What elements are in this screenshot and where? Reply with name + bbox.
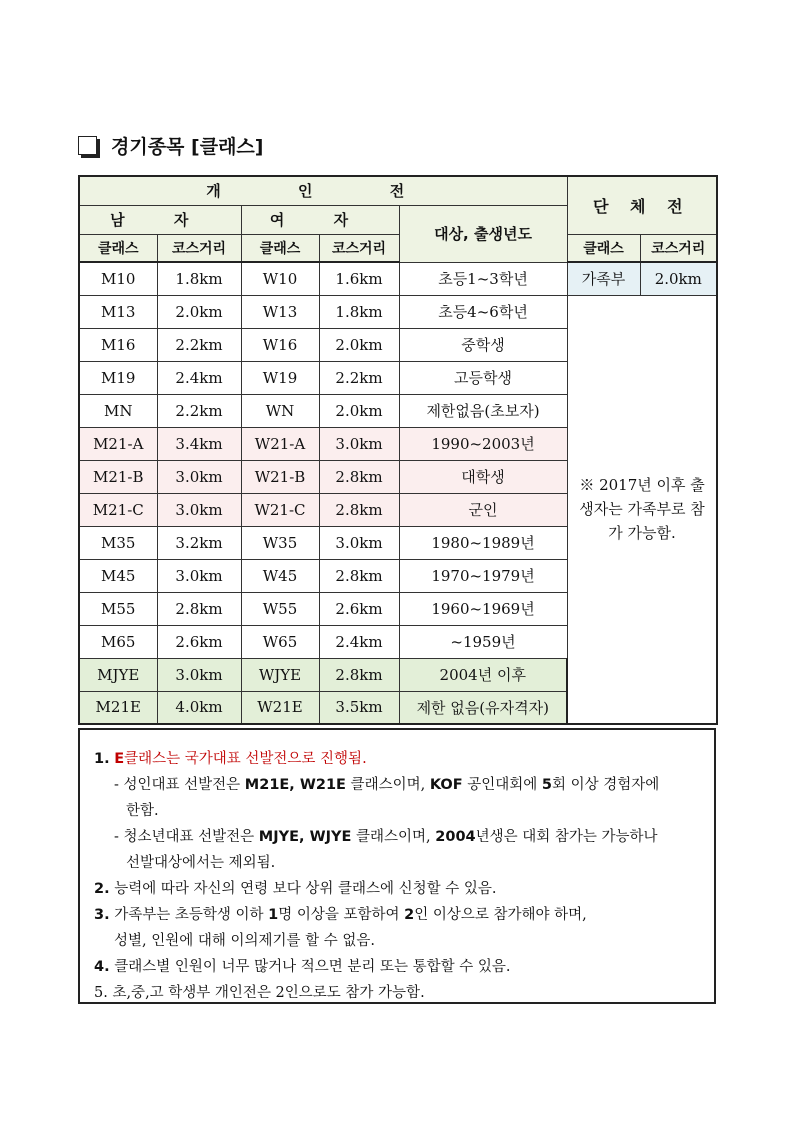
- team-class-header: 클래스: [567, 234, 640, 262]
- male-class-cell: M21-B: [79, 460, 157, 493]
- female-distance-cell: 2.6km: [319, 592, 399, 625]
- male-class-cell: MN: [79, 394, 157, 427]
- male-class-cell: M21E: [79, 691, 157, 724]
- target-cell: 1990~2003년: [399, 427, 567, 460]
- male-distance-cell: 1.8km: [157, 262, 241, 295]
- note-3: [94, 902, 700, 928]
- note-number: 3.: [94, 907, 110, 923]
- female-class-cell: W21-C: [241, 493, 319, 526]
- individual-header: 개 인 전: [79, 176, 567, 205]
- male-distance-cell: 2.4km: [157, 361, 241, 394]
- target-cell: 중학생: [399, 328, 567, 361]
- w-class-header: 클래스: [241, 234, 319, 262]
- female-distance-cell: 3.0km: [319, 526, 399, 559]
- checkbox-icon: [78, 136, 97, 155]
- note-1: [94, 746, 700, 772]
- male-distance-cell: 3.2km: [157, 526, 241, 559]
- note-text: 능력에 따라 자신의 연령 보다 상위 클래스에 신청할 수 있음.: [109, 881, 497, 897]
- table-row: [79, 295, 717, 328]
- team-header: 단 체 전: [567, 176, 717, 234]
- note-1b: [94, 824, 700, 850]
- target-cell: 제한 없음(유자격자): [399, 691, 567, 724]
- male-distance-cell: 2.6km: [157, 625, 241, 658]
- table-row: [79, 262, 717, 295]
- male-distance-cell: 2.8km: [157, 592, 241, 625]
- male-class-cell: M45: [79, 559, 157, 592]
- note-text: 인 이상으로 참가해야 하며,: [414, 907, 587, 923]
- male-class-cell: M19: [79, 361, 157, 394]
- female-class-cell: W45: [241, 559, 319, 592]
- note-text: 클래스별 인원이 너무 많거나 적으면 분리 또는 통합할 수 있음.: [109, 959, 511, 975]
- male-class-cell: M35: [79, 526, 157, 559]
- female-class-cell: W35: [241, 526, 319, 559]
- section-title: [78, 130, 263, 160]
- female-class-cell: W19: [241, 361, 319, 394]
- target-cell: 1980~1989년: [399, 526, 567, 559]
- target-cell: 초등4~6학년: [399, 295, 567, 328]
- female-distance-cell: 2.8km: [319, 493, 399, 526]
- note-number: 2.: [94, 881, 110, 897]
- team-dist-header: 코스거리: [640, 234, 717, 262]
- female-class-cell: W65: [241, 625, 319, 658]
- team-note: ※ 2017년 이후 출생자는 가족부로 참가 가능함.: [567, 295, 717, 724]
- class-table: [78, 175, 718, 725]
- male-distance-cell: 2.2km: [157, 328, 241, 361]
- female-distance-cell: 2.8km: [319, 658, 399, 691]
- note-3-cont: 성별, 인원에 대해 이의제기를 할 수 없음.: [114, 933, 375, 949]
- target-cell: 군인: [399, 493, 567, 526]
- note-bold: 1: [268, 907, 279, 923]
- male-distance-cell: 3.0km: [157, 559, 241, 592]
- target-cell: 초등1~3학년: [399, 262, 567, 295]
- note-5: 5. 초,중,고 학생부 개인전은 2인으로도 참가 가능함.: [94, 985, 425, 1001]
- male-distance-cell: 2.0km: [157, 295, 241, 328]
- w-dist-header: 코스거리: [319, 234, 399, 262]
- note-bold: M21E, W21E: [244, 777, 346, 793]
- male-class-cell: M21-C: [79, 493, 157, 526]
- female-distance-cell: 2.8km: [319, 559, 399, 592]
- note-text: 회 이상 경험자에: [552, 777, 660, 793]
- female-distance-cell: 2.0km: [319, 394, 399, 427]
- note-2: [94, 876, 700, 902]
- target-cell: 1960~1969년: [399, 592, 567, 625]
- female-class-cell: WN: [241, 394, 319, 427]
- target-cell: ~1959년: [399, 625, 567, 658]
- note-4: [94, 954, 700, 980]
- female-class-cell: W13: [241, 295, 319, 328]
- note-text: 클래스이며,: [345, 777, 430, 793]
- note-bold: 2: [404, 907, 415, 923]
- note-text: 공인대회에: [462, 777, 542, 793]
- female-class-cell: W16: [241, 328, 319, 361]
- male-distance-cell: 3.0km: [157, 658, 241, 691]
- female-distance-cell: 1.8km: [319, 295, 399, 328]
- female-header: 여 자: [241, 205, 399, 234]
- male-class-cell: M55: [79, 592, 157, 625]
- note-text: 년생은 대회 참가는 가능하나: [475, 829, 658, 845]
- note-number: 1.: [94, 751, 110, 767]
- section-title-text: 경기종목 [클래스]: [111, 135, 264, 158]
- female-distance-cell: 3.0km: [319, 427, 399, 460]
- male-distance-cell: 3.0km: [157, 460, 241, 493]
- target-cell: 고등학생: [399, 361, 567, 394]
- note-1a: [94, 772, 700, 798]
- note-bold: MJYE, WJYE: [258, 829, 352, 845]
- m-class-header: 클래스: [79, 234, 157, 262]
- male-distance-cell: 2.2km: [157, 394, 241, 427]
- male-class-cell: MJYE: [79, 658, 157, 691]
- female-distance-cell: 2.8km: [319, 460, 399, 493]
- target-header: 대상, 출생년도: [399, 205, 567, 262]
- notes-box: [78, 728, 716, 1004]
- note-text: 가족부는 초등학생 이하: [109, 907, 269, 923]
- note-bold: 2004: [435, 829, 476, 845]
- target-cell: 2004년 이후: [399, 658, 567, 691]
- note-text: 명 이상을 포함하여: [278, 907, 405, 923]
- note-text: - 성인대표 선발전은: [114, 777, 245, 793]
- female-class-cell: W55: [241, 592, 319, 625]
- female-class-cell: W21E: [241, 691, 319, 724]
- female-class-cell: W10: [241, 262, 319, 295]
- female-distance-cell: 3.5km: [319, 691, 399, 724]
- male-class-cell: M65: [79, 625, 157, 658]
- female-class-cell: W21-B: [241, 460, 319, 493]
- male-distance-cell: 4.0km: [157, 691, 241, 724]
- note-1-e: E: [114, 751, 125, 767]
- note-1-text: 클래스는 국가대표 선발전으로 진행됨.: [124, 751, 367, 767]
- male-class-cell: M13: [79, 295, 157, 328]
- female-class-cell: WJYE: [241, 658, 319, 691]
- male-distance-cell: 3.0km: [157, 493, 241, 526]
- target-cell: 대학생: [399, 460, 567, 493]
- female-distance-cell: 2.2km: [319, 361, 399, 394]
- male-header: 남 자: [79, 205, 241, 234]
- note-1b-cont: 선발대상에서는 제외됨.: [126, 855, 276, 871]
- note-bold: KOF: [429, 777, 463, 793]
- note-bold: 5: [541, 777, 553, 793]
- male-class-cell: M10: [79, 262, 157, 295]
- note-text: - 청소년대표 선발전은: [114, 829, 259, 845]
- female-distance-cell: 2.4km: [319, 625, 399, 658]
- target-cell: 1970~1979년: [399, 559, 567, 592]
- male-class-cell: M16: [79, 328, 157, 361]
- team-class-cell: 가족부: [567, 262, 640, 295]
- female-distance-cell: 1.6km: [319, 262, 399, 295]
- m-dist-header: 코스거리: [157, 234, 241, 262]
- note-text: 클래스이며,: [351, 829, 436, 845]
- female-distance-cell: 2.0km: [319, 328, 399, 361]
- note-1a-cont: 한함.: [126, 803, 159, 819]
- male-class-cell: M21-A: [79, 427, 157, 460]
- male-distance-cell: 3.4km: [157, 427, 241, 460]
- team-distance-cell: 2.0km: [640, 262, 717, 295]
- female-class-cell: W21-A: [241, 427, 319, 460]
- target-cell: 제한없음(초보자): [399, 394, 567, 427]
- note-number: 4.: [94, 959, 110, 975]
